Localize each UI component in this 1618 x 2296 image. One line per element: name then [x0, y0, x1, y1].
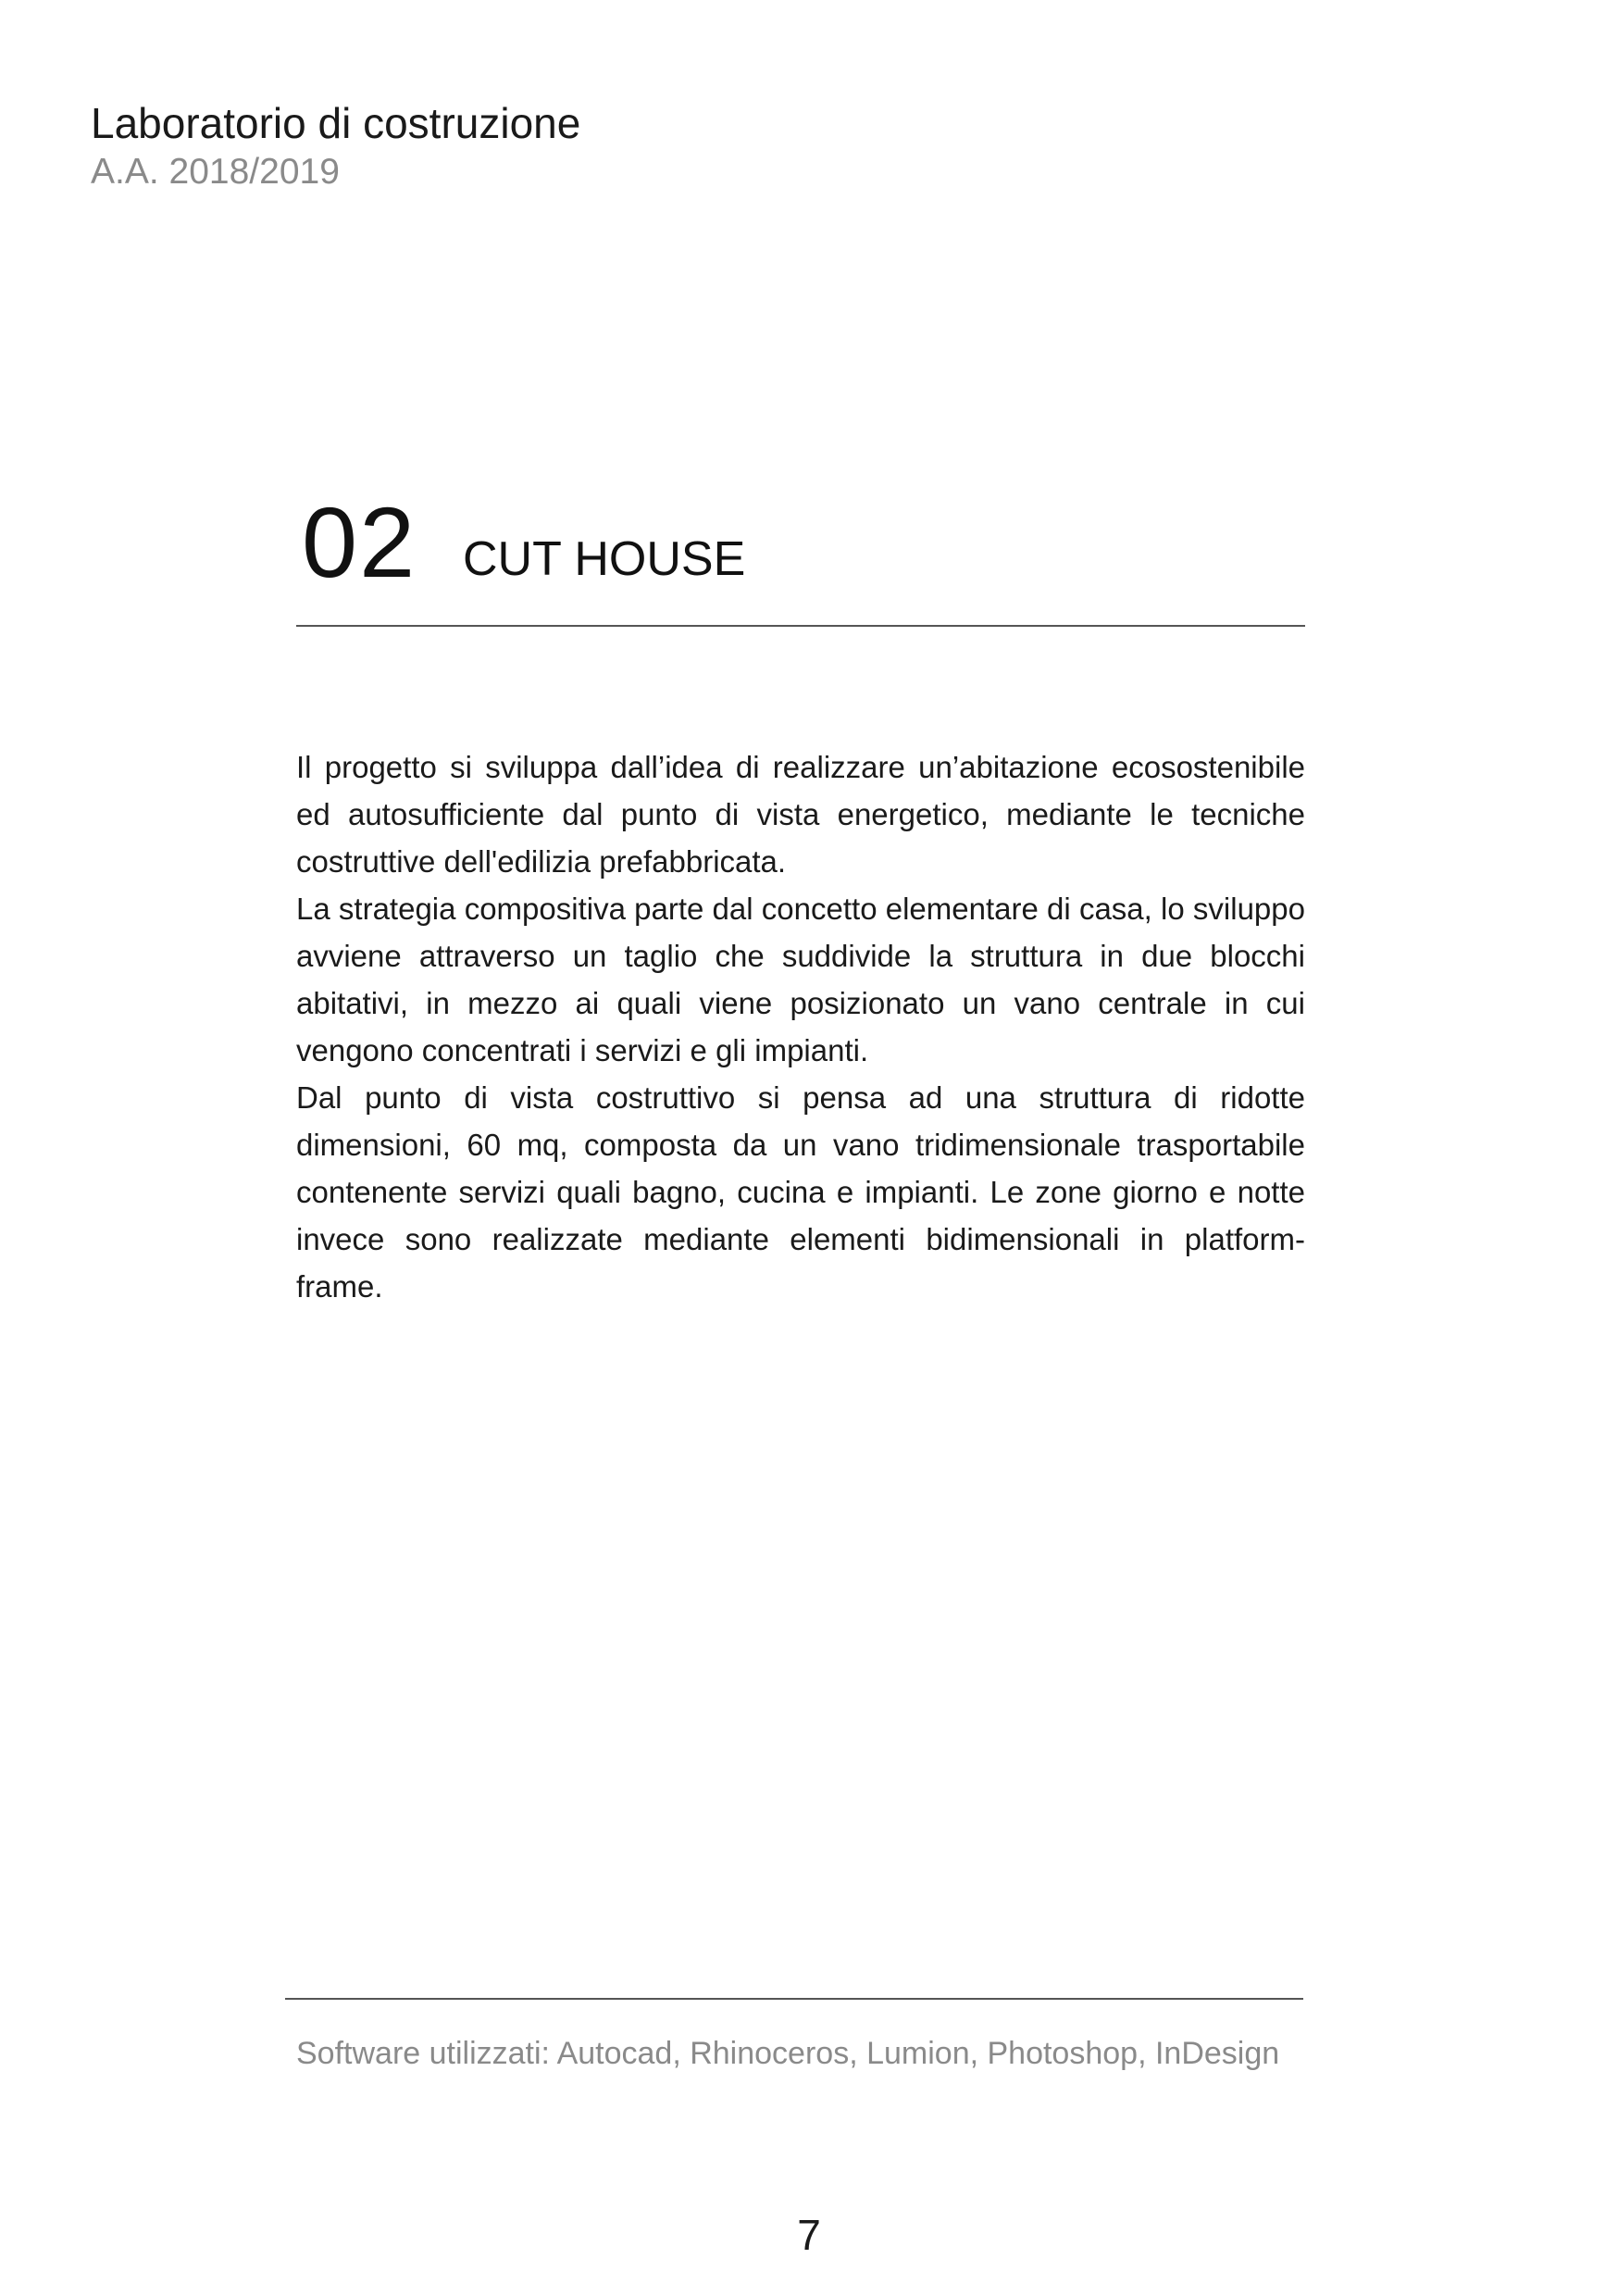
- paragraph: La strategia compositiva parte dal concetto elementare di casa, lo sviluppo avviene attraverso un taglio che suddivide la struttura in due blocchi abitativi, in mezzo ai quali viene posizionato un vano centrale in cui vengono concentrati i servizi e gli impianti.: [296, 892, 1305, 1067]
- paragraph: Il progetto si sviluppa dall’idea di realizzare un’abitazione ecosostenibile ed autosufficiente dal punto di vista energetico, mediante le tecniche costruttive dell'edilizia prefabbricata.: [296, 750, 1305, 879]
- software-used: Software utilizzati: Autocad, Rhinoceros, Lumion, Photoshop, InDesign: [296, 2036, 1280, 2071]
- chapter-number: 02: [302, 486, 417, 598]
- page-number: 7: [797, 2211, 821, 2259]
- course-title: Laboratorio di costruzione: [91, 99, 581, 147]
- footer-divider: [285, 1998, 1303, 2000]
- chapter-heading: [302, 481, 1311, 598]
- heading-divider: [296, 625, 1305, 627]
- project-description: [296, 743, 1305, 1310]
- academic-year: A.A. 2018/2019: [91, 152, 340, 192]
- paragraph: Dal punto di vista costruttivo si pensa ad una struttura di ridotte dimensioni, 60 mq, composta da un vano tridimensionale trasportabile contenente servizi quali bagno, cucina e impianti. Le zone giorno e notte invece sono realizzate mediante elementi bidimensionali in platform-frame.: [296, 1080, 1305, 1304]
- chapter-title: CUT HOUSE: [463, 532, 746, 586]
- page-header: [91, 98, 580, 195]
